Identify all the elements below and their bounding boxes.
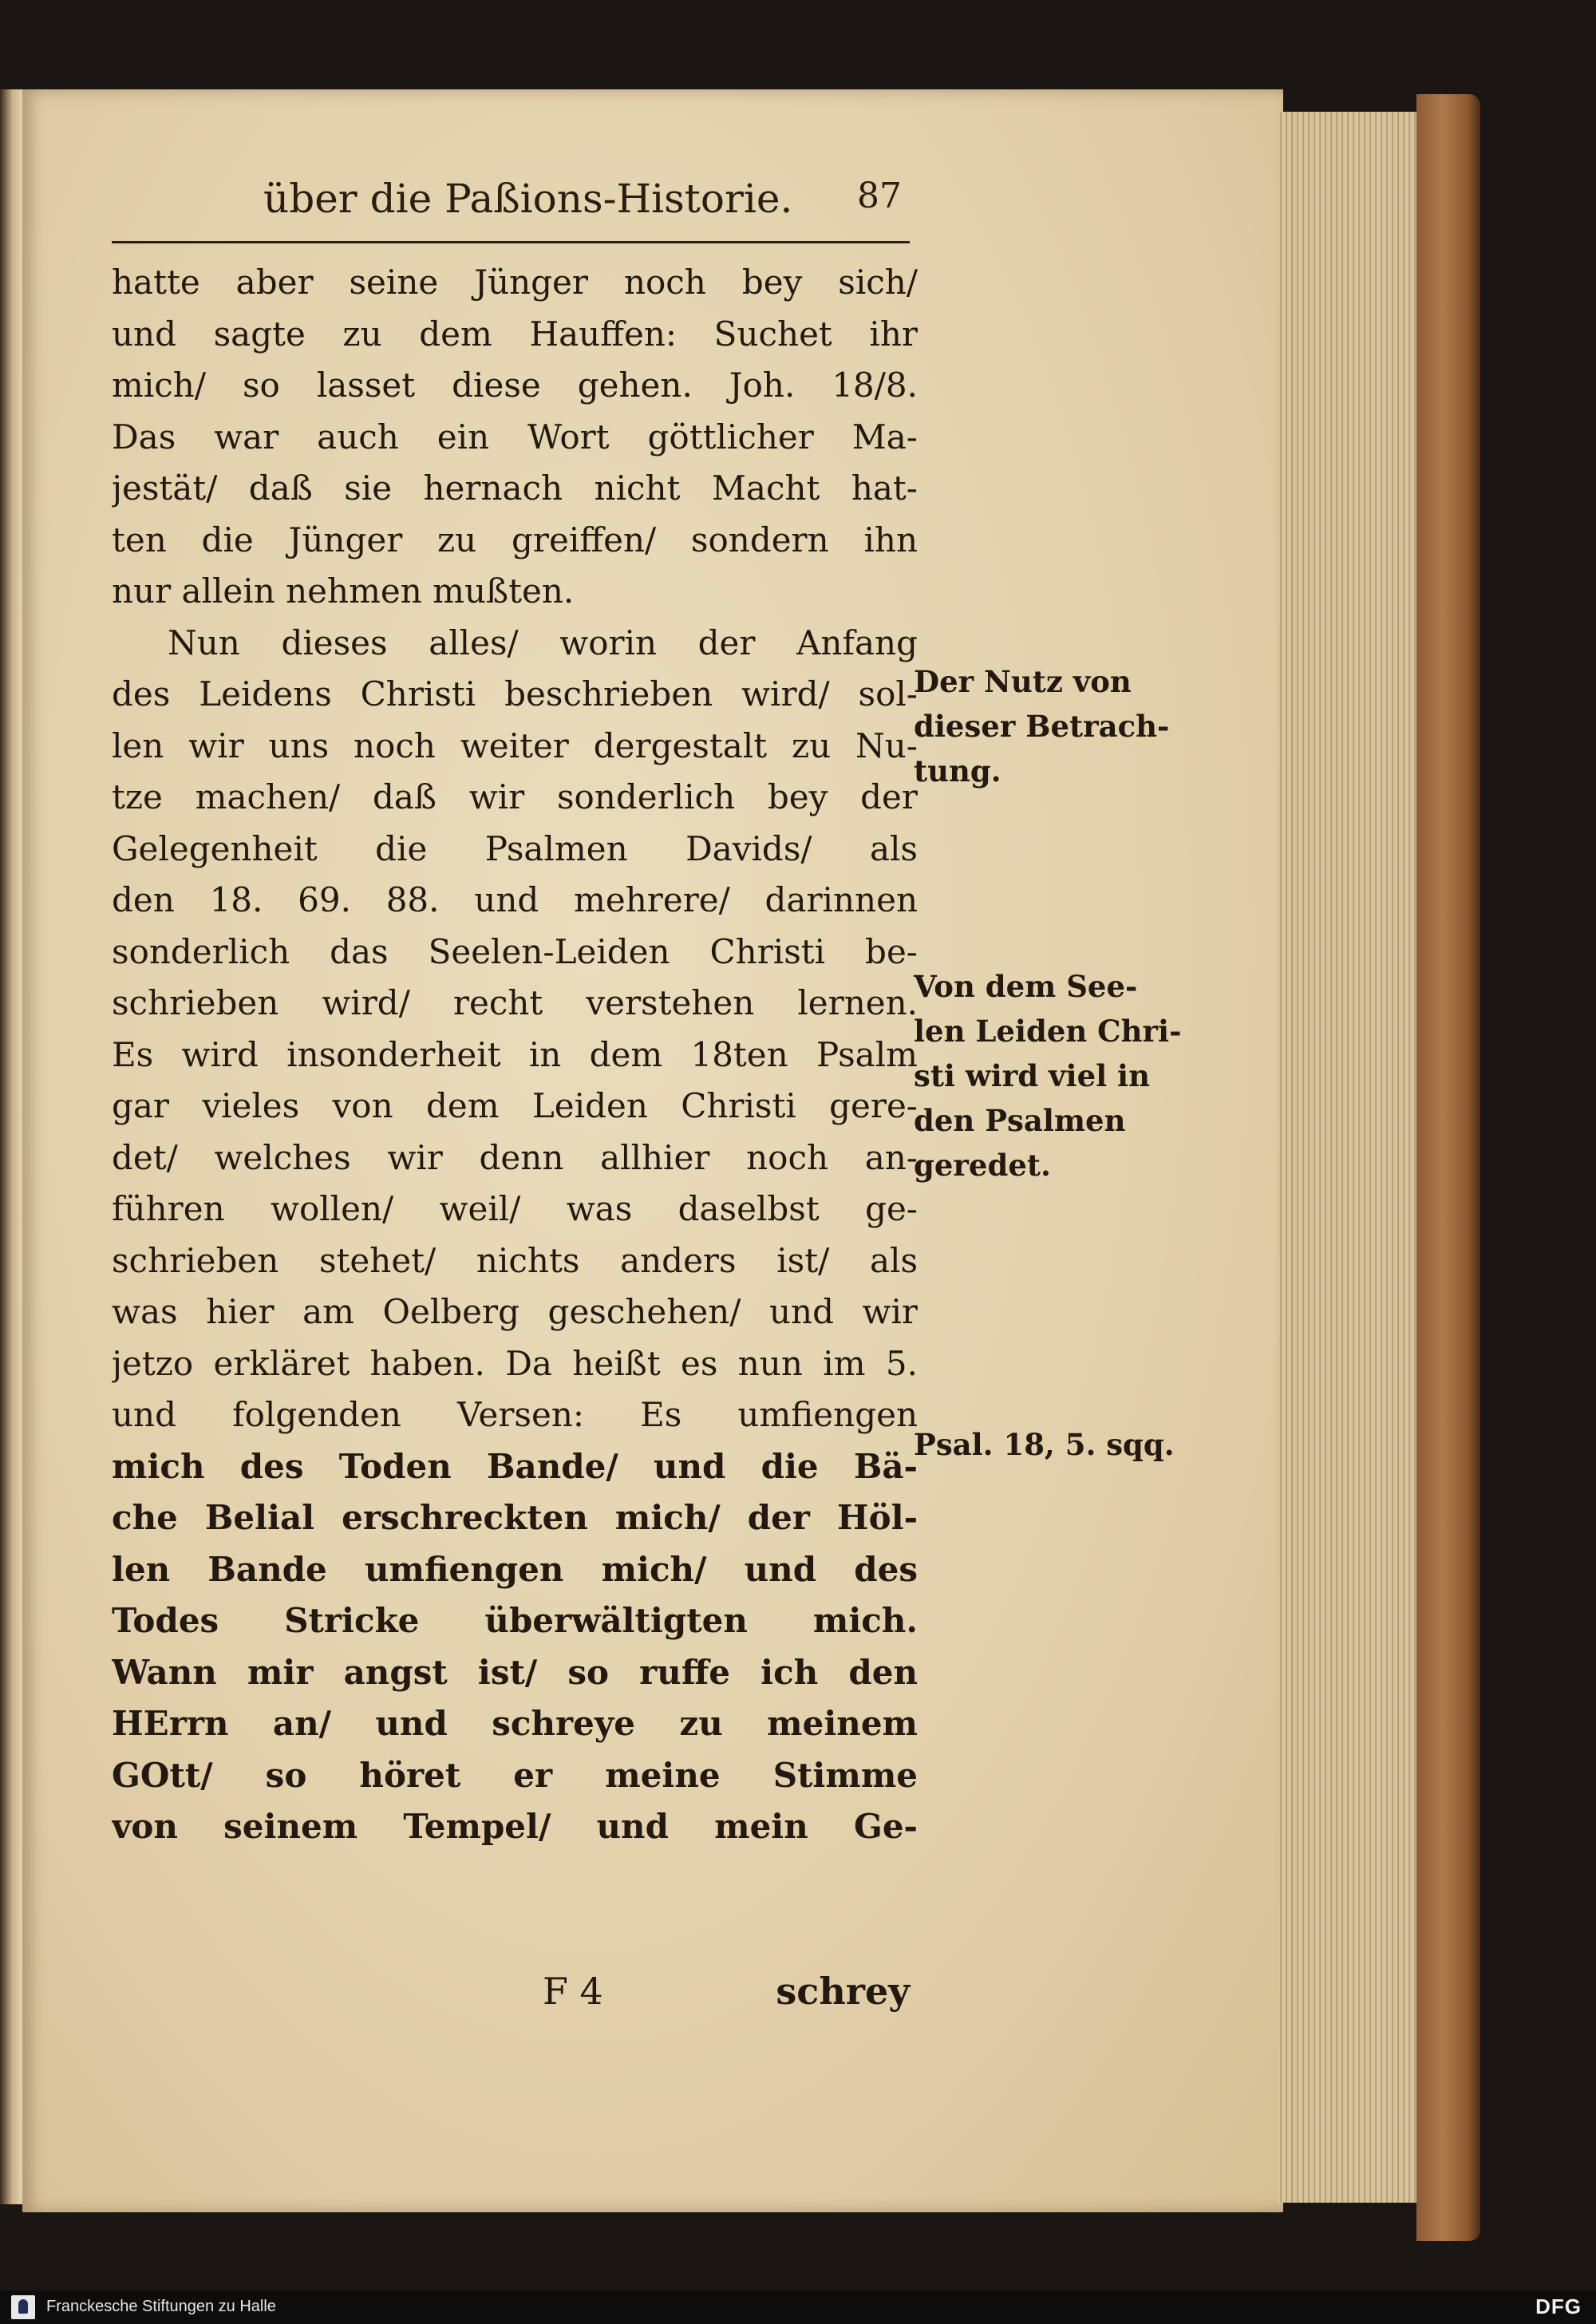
- text-line-emphasis: HErrn an/ und schreye zu meinem: [112, 1704, 918, 1743]
- page-number: 87: [857, 176, 902, 216]
- margin-note-seelen-leiden: [914, 964, 1182, 1188]
- viewer-footer: [0, 2290, 1596, 2324]
- text-line: führen wollen/ weil/ was daselbst ge-: [112, 1189, 918, 1228]
- text-line-emphasis: von seinem Tempel/ und mein Ge-: [112, 1807, 918, 1846]
- signature-mark: F 4: [543, 1970, 603, 2013]
- body-text: [112, 257, 918, 1853]
- signature-line: [112, 1970, 918, 2026]
- text-line: tze machen/ daß wir sonderlich bey der: [112, 777, 918, 816]
- left-page-edge: [0, 89, 22, 2204]
- text-line: und sagte zu dem Hauffen: Suchet ihr: [112, 314, 918, 354]
- text-line-emphasis: len Bande umfiengen mich/ und des: [112, 1549, 918, 1589]
- text-line: Es wird insonderheit in dem 18ten Psalm: [112, 1034, 918, 1074]
- running-head: über die Paßions-Historie.: [263, 176, 793, 222]
- margin-note-line: den Psalmen: [914, 1103, 1126, 1138]
- margin-note-line: Psal. 18, 5. sqq.: [914, 1427, 1175, 1462]
- text-line: Das war auch ein Wort göttlicher Ma-: [112, 417, 918, 457]
- margin-note-line: Der Nutz von: [914, 664, 1132, 699]
- text-line: nur allein nehmen mußten.: [112, 571, 575, 611]
- margin-note-nutz: [914, 659, 1169, 793]
- margin-note-line: sti wird viel in: [914, 1058, 1150, 1093]
- text-line: gar vieles von dem Leiden Christi gere-: [112, 1086, 918, 1125]
- page-header: [112, 176, 910, 239]
- institution-logo-icon: [11, 2295, 35, 2319]
- margin-note-line: Von dem See-: [914, 969, 1138, 1004]
- text-line: ten die Jünger zu greiffen/ sondern ihn: [112, 520, 918, 559]
- text-line: det/ welches wir denn allhier noch an-: [112, 1137, 918, 1177]
- leather-binding: [1416, 94, 1480, 2241]
- text-line: den 18. 69. 88. und mehrere/ darinnen: [112, 880, 918, 919]
- text-line-emphasis: Wann mir angst ist/ so ruffe ich den: [112, 1652, 918, 1692]
- page-fore-edge: [1277, 112, 1416, 2203]
- margin-note-line: tung.: [914, 753, 1001, 788]
- dfg-badge: DFG: [1535, 2294, 1582, 2318]
- institution-name: Franckesche Stiftungen zu Halle: [46, 2298, 276, 2315]
- header-rule: [112, 241, 910, 243]
- text-line: mich/ so lasset diese gehen. Joh. 18/8.: [112, 366, 918, 405]
- text-line: was hier am Oelberg geschehen/ und wir: [112, 1292, 918, 1331]
- text-line: schrieben stehet/ nichts anders ist/ als: [112, 1240, 918, 1280]
- text-line-emphasis: GOtt/ so höret er meine Stimme: [112, 1755, 918, 1795]
- text-line-emphasis: Todes Stricke überwältigten mich.: [112, 1601, 918, 1640]
- margin-note-line: geredet.: [914, 1148, 1051, 1183]
- text-line: jetzo erkläret haben. Da heißt es nun im 5.: [112, 1343, 918, 1383]
- text-line: schrieben wird/ recht verstehen lernen.: [112, 983, 918, 1022]
- margin-note-psalm-reference: [914, 1422, 1175, 1467]
- margin-note-line: dieser Betrach-: [914, 709, 1170, 744]
- text-line: sonderlich das Seelen-Leiden Christi be-: [112, 931, 918, 971]
- catchword: schrey: [776, 1970, 910, 2013]
- text-line: hatte aber seine Jünger noch bey sich/: [112, 263, 918, 302]
- text-line: Gelegenheit die Psalmen Davids/ als: [112, 828, 918, 868]
- text-line: und folgenden Versen: Es umfiengen: [112, 1395, 918, 1434]
- text-line: des Leidens Christi beschrieben wird/ sol-: [112, 674, 918, 713]
- text-line: len wir uns noch weiter dergestalt zu Nu-: [112, 725, 918, 765]
- margin-note-line: len Leiden Chri-: [914, 1014, 1182, 1049]
- text-line: jestät/ daß sie hernach nicht Macht hat-: [112, 468, 918, 508]
- text-line: Nun dieses alles/ worin der Anfang: [168, 622, 918, 662]
- text-line-emphasis: che Belial erschreckten mich/ der Höl-: [112, 1498, 918, 1537]
- text-line-emphasis: mich des Toden Bande/ und die Bä-: [112, 1446, 918, 1486]
